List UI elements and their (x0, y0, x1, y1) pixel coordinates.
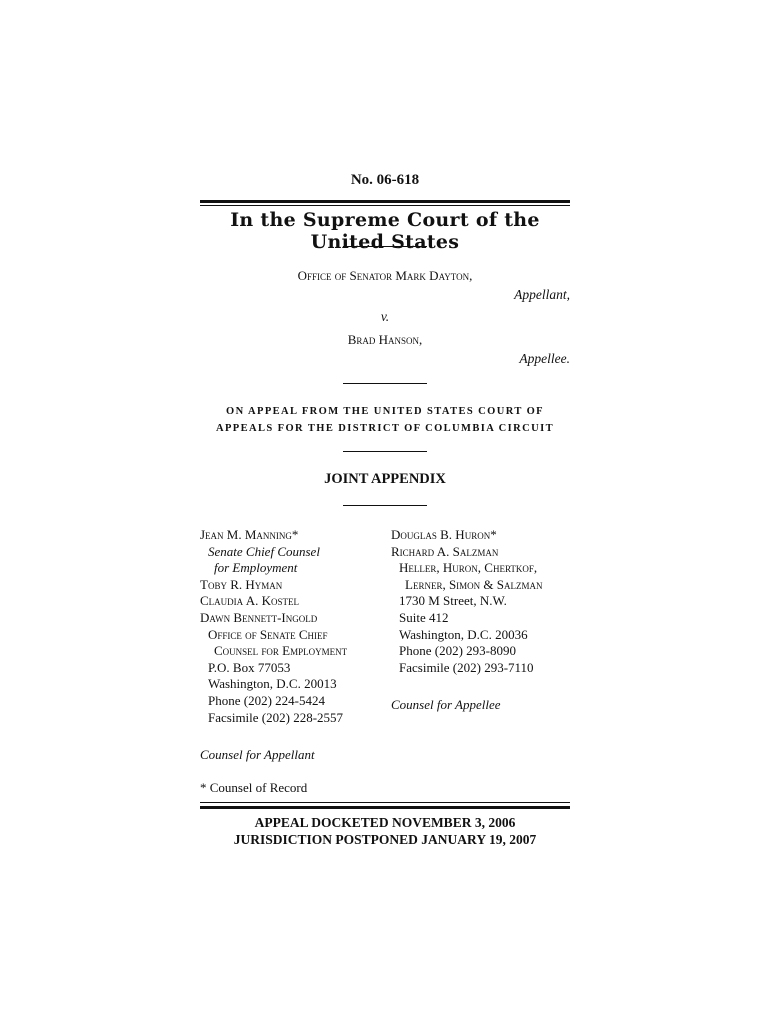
appellant-counsel-block (200, 527, 390, 726)
counsel-name: Toby R. Hyman (200, 576, 283, 592)
top-double-rule-thick (200, 200, 570, 203)
counsel-phone: Phone (202) 293-8090 (399, 643, 516, 659)
counsel-title: for Employment (214, 560, 298, 576)
counsel-fax: Facsimile (202) 228-2557 (208, 709, 344, 725)
appellant-role: Appellant, (514, 287, 570, 302)
on-appeal-line-1: ON APPEAL FROM THE UNITED STATES COURT OF (226, 406, 544, 417)
counsel-address: 1730 M Street, N.W. (399, 593, 507, 609)
counsel-name: Jean M. Manning* (200, 527, 299, 542)
counsel-office: Counsel for Employment (214, 643, 348, 659)
divider-rule (343, 505, 427, 506)
top-double-rule-thin (200, 205, 570, 206)
docket-info (200, 814, 570, 848)
bottom-double-rule-thick (200, 806, 570, 809)
counsel-firm: Heller, Huron, Chertkof, (399, 560, 538, 576)
counsel-name: Dawn Bennett-Ingold (200, 609, 318, 625)
document-title: JOINT APPENDIX (324, 471, 446, 487)
appellee-counsel-label: Counsel for Appellee (391, 697, 501, 712)
docket-info-line-1: APPEAL DOCKETED NOVEMBER 3, 2006 (254, 815, 516, 830)
counsel-name: Douglas B. Huron* (391, 527, 497, 542)
counsel-address: Washington, D.C. 20036 (399, 626, 528, 642)
on-appeal-caption (200, 403, 570, 437)
counsel-address: P.O. Box 77053 (208, 659, 291, 675)
appellant-name: Office of Senator Mark Dayton, (297, 268, 473, 283)
counsel-firm: Lerner, Simon & Salzman (405, 576, 543, 592)
appellee-role: Appellee. (519, 351, 570, 366)
docket-number: No. 06-618 (350, 172, 420, 188)
counsel-phone: Phone (202) 224-5424 (208, 692, 325, 708)
divider-rule (343, 246, 427, 247)
court-title: In the Supreme Court of the United States (230, 209, 540, 253)
counsel-office: Office of Senate Chief (208, 626, 328, 642)
counsel-fax: Facsimile (202) 293-7110 (399, 659, 534, 675)
counsel-title: Senate Chief Counsel (208, 543, 320, 559)
divider-rule (343, 451, 427, 452)
appellee-name: Brad Hanson, (347, 332, 423, 347)
appellant-counsel-label: Counsel for Appellant (200, 747, 315, 762)
versus: v. (380, 309, 390, 324)
counsel-address: Suite 412 (399, 609, 449, 625)
bottom-double-rule-thin (200, 802, 570, 803)
counsel-address: Washington, D.C. 20013 (208, 676, 337, 692)
counsel-name: Richard A. Salzman (391, 543, 499, 559)
appellee-counsel-block (391, 527, 571, 676)
counsel-name: Claudia A. Kostel (200, 593, 299, 609)
counsel-of-record-note: * Counsel of Record (200, 780, 308, 795)
docket-info-line-2: JURISDICTION POSTPONED JANUARY 19, 2007 (233, 832, 537, 847)
divider-rule (343, 383, 427, 384)
on-appeal-line-2: APPEALS FOR THE DISTRICT OF COLUMBIA CIRCUIT (216, 423, 554, 434)
